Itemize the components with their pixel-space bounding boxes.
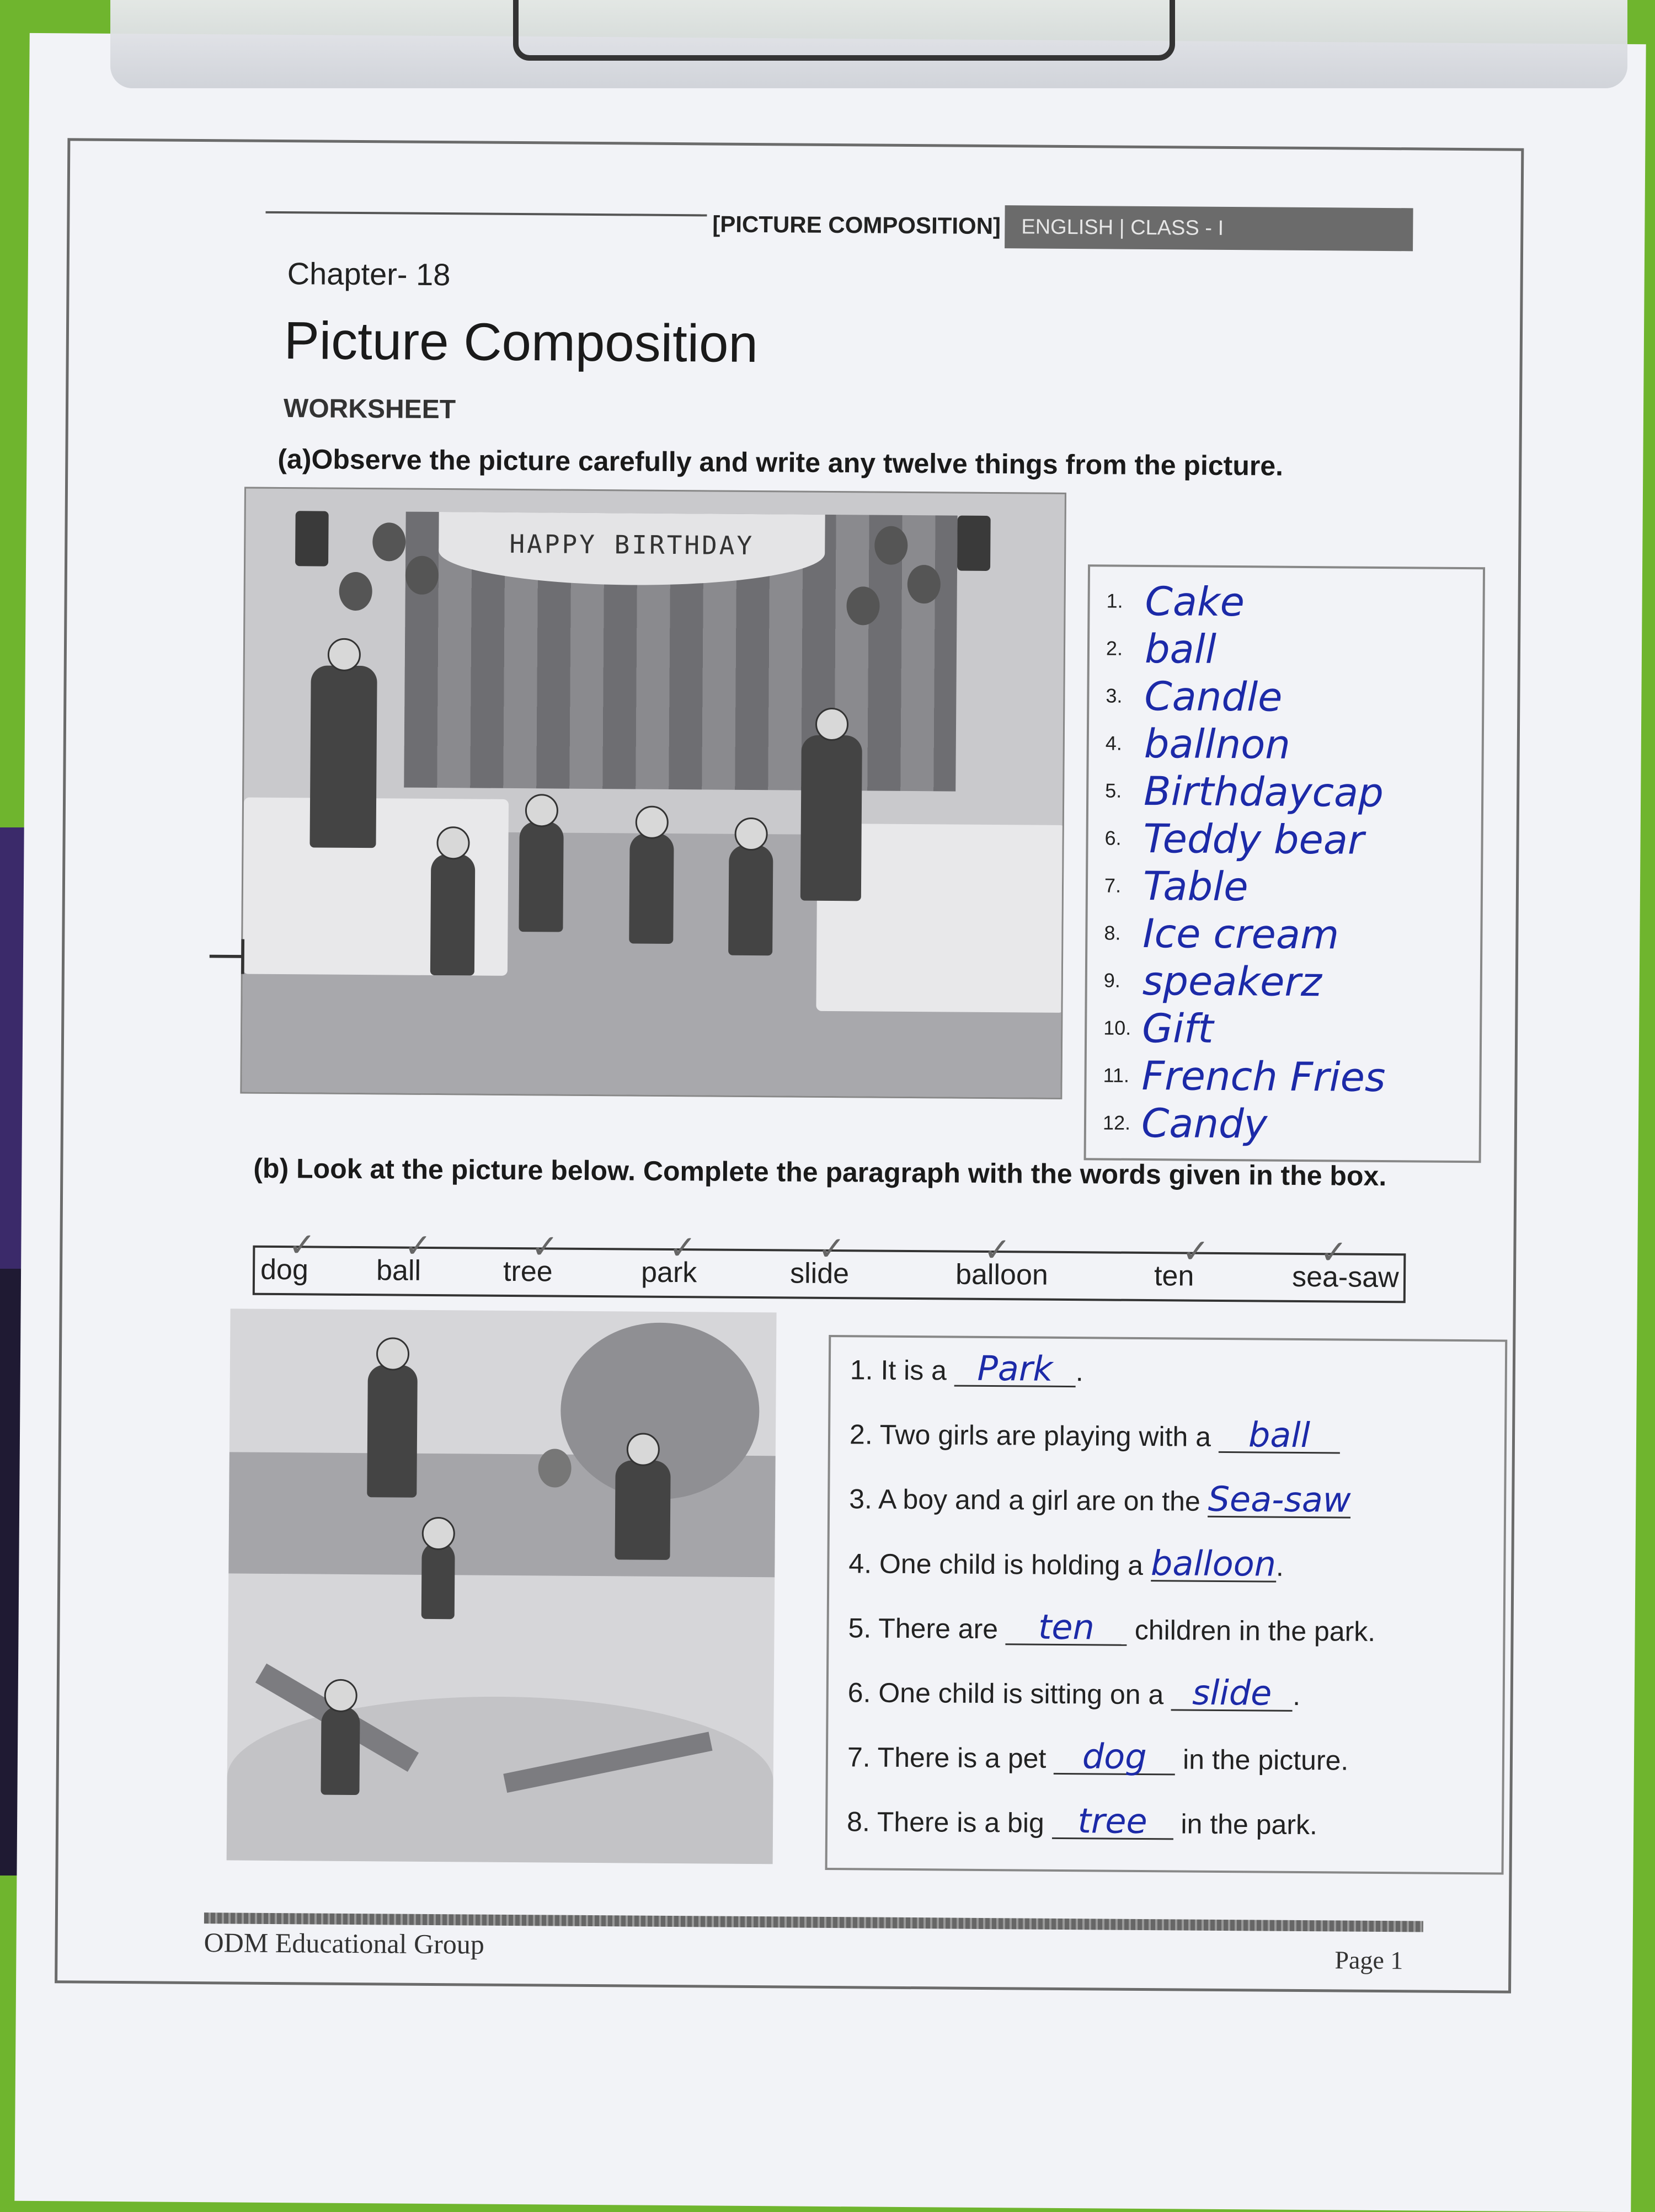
speaker-icon [957, 516, 991, 571]
checkmark-icon: ✓ [404, 1227, 432, 1265]
answer-number: 3. [1106, 684, 1144, 707]
balloon-icon [339, 572, 372, 611]
fill-blank-answer: ten [1006, 1610, 1127, 1646]
person-head [376, 1337, 409, 1370]
page-title: Picture Composition [284, 311, 758, 375]
header-rule [265, 211, 707, 217]
handwritten-answer: ballnon [1144, 720, 1291, 768]
handwritten-answer: Birthdaycap [1144, 768, 1384, 816]
sentence-text: 5. There are [848, 1612, 1006, 1644]
word-option: park [641, 1256, 697, 1290]
sentence-row [847, 1803, 1317, 1841]
answer-number: 2. [1106, 637, 1145, 660]
person-head [815, 708, 848, 741]
answer-row [1105, 767, 1384, 816]
answer-number: 1. [1106, 589, 1145, 612]
answer-row [1103, 1005, 1214, 1052]
park-ground [227, 1695, 774, 1864]
footer-publisher: ODM Educational Group [204, 1926, 484, 1960]
fill-blank-answer: Park [954, 1352, 1076, 1388]
fill-blank-answer: dog [1054, 1740, 1175, 1776]
fill-blank-answer: tree [1051, 1804, 1173, 1840]
adult-figure [615, 1460, 670, 1560]
clipboard-clip [513, 0, 1175, 61]
balloon-icon [907, 565, 941, 603]
child-figure [430, 854, 476, 976]
checkmark-icon: ✓ [288, 1226, 316, 1264]
child-figure [519, 821, 563, 932]
fill-blank-answer: balloon [1151, 1547, 1276, 1583]
sentence-text: . [1076, 1356, 1083, 1387]
sentence-text: 7. There is a pet [847, 1741, 1054, 1774]
margin-mark-icon: ⊣ [205, 928, 249, 986]
balloon-icon [874, 526, 907, 565]
handwritten-answer: ball [1145, 626, 1216, 672]
answer-row [1106, 672, 1283, 720]
answer-row [1104, 862, 1248, 910]
sentence-row [847, 1738, 1349, 1776]
child-figure [321, 1707, 360, 1795]
checkmark-icon: ✓ [669, 1228, 697, 1267]
balloon-icon [538, 1449, 571, 1487]
handwritten-answer: Candy [1141, 1100, 1268, 1147]
worksheet-label: WORKSHEET [284, 393, 456, 425]
header-title: [PICTURE COMPOSITION] [707, 206, 1006, 244]
word-option: ball [376, 1254, 421, 1287]
word-option: sea-saw [1292, 1260, 1399, 1294]
sentence-text: 1. It is a [850, 1354, 954, 1386]
handwritten-answer: Cake [1145, 578, 1245, 625]
checkmark-icon: ✓ [1182, 1232, 1210, 1270]
answers-box-b [825, 1335, 1508, 1875]
person-head [328, 638, 361, 671]
person-head [436, 826, 469, 859]
answer-row [1103, 1052, 1385, 1101]
word-box [253, 1246, 1406, 1303]
person-head [324, 1679, 357, 1712]
sentence-text: . [1276, 1551, 1284, 1582]
word-option: balloon [955, 1258, 1048, 1292]
handwritten-answer: Table [1143, 863, 1248, 910]
handwritten-answer: Teddy bear [1143, 815, 1364, 863]
sentence-text: 8. There is a big [847, 1806, 1052, 1839]
question-a: (a)Observe the picture carefully and write any twelve things from the picture. [277, 443, 1283, 482]
answer-number: 7. [1104, 874, 1143, 897]
answer-number: 6. [1104, 826, 1143, 849]
handwritten-answer: speakerz [1143, 958, 1322, 1005]
person-head [422, 1517, 455, 1550]
chapter-label: Chapter- 18 [287, 255, 450, 292]
handwritten-answer: Ice cream [1143, 910, 1339, 958]
person-head [636, 806, 669, 839]
answer-row [1103, 1099, 1268, 1147]
fill-blank-answer: slide [1171, 1676, 1293, 1712]
child-figure [728, 845, 773, 956]
child-figure [629, 833, 674, 944]
sentence-text: children in the park. [1127, 1615, 1376, 1647]
adult-figure [309, 665, 377, 848]
handwritten-answer: Gift [1142, 1005, 1214, 1052]
answer-row [1104, 815, 1364, 863]
sentence-text: 2. Two girls are playing with a [850, 1419, 1219, 1452]
answer-row [1106, 625, 1216, 672]
balloon-icon [405, 556, 439, 595]
word-option: dog [260, 1253, 308, 1287]
balloon-icon [372, 522, 405, 561]
adult-figure [800, 735, 862, 901]
balloon-icon [846, 586, 879, 625]
footer-page-number: Page 1 [1334, 1945, 1403, 1975]
sentence-row [849, 1480, 1351, 1518]
fill-blank-answer: Sea-saw [1208, 1483, 1350, 1519]
answer-row [1106, 578, 1245, 626]
answer-number: 10. [1103, 1016, 1142, 1039]
sentence-text: . [1293, 1680, 1300, 1711]
answer-number: 12. [1103, 1111, 1141, 1134]
sentence-text: 6. One child is sitting on a [848, 1677, 1172, 1710]
sentence-row [848, 1609, 1375, 1648]
sentence-text: in the park. [1173, 1808, 1317, 1840]
sentence-row [850, 1415, 1340, 1454]
speaker-icon [295, 511, 329, 566]
sentence-text: 3. A boy and a girl are on the [849, 1483, 1208, 1517]
word-option: ten [1154, 1259, 1194, 1293]
sentence-row [848, 1545, 1284, 1583]
fill-blank-answer: ball [1219, 1418, 1340, 1454]
word-option: slide [790, 1257, 849, 1290]
answers-box-a [1084, 564, 1486, 1163]
birthday-party-illustration [240, 487, 1066, 1099]
worksheet-paper [14, 33, 1646, 2212]
child-figure [421, 1542, 455, 1619]
checkmark-icon: ✓ [531, 1227, 559, 1266]
sentence-row [850, 1351, 1083, 1387]
person-head [734, 818, 767, 851]
answer-row [1104, 957, 1322, 1006]
sentence-text: 4. One child is holding a [848, 1548, 1151, 1581]
answer-number: 4. [1106, 731, 1144, 755]
handwritten-answer: Candle [1144, 673, 1283, 720]
answer-number: 8. [1104, 921, 1143, 944]
header-subject-band: ENGLISH | CLASS - I [1005, 205, 1413, 251]
checkmark-icon: ✓ [1320, 1233, 1348, 1271]
word-option: tree [503, 1255, 553, 1289]
person-head [525, 794, 558, 827]
person-head [627, 1433, 660, 1466]
checkmark-icon: ✓ [818, 1230, 846, 1268]
sentence-row [848, 1674, 1301, 1712]
answer-number: 5. [1105, 779, 1144, 802]
banner-text: HAPPY BIRTHDAY [439, 528, 825, 561]
answer-number: 11. [1103, 1064, 1141, 1087]
adult-figure [367, 1365, 418, 1498]
checkmark-icon: ✓ [983, 1231, 1011, 1269]
answer-number: 9. [1104, 969, 1143, 992]
handwritten-answer: French Fries [1141, 1052, 1385, 1100]
park-illustration [227, 1308, 777, 1864]
question-b: (b) Look at the picture below. Complete the paragraph with the words given in the box. [253, 1149, 1412, 1196]
answer-row [1104, 910, 1339, 958]
answer-row [1106, 720, 1291, 768]
sentence-text: in the picture. [1175, 1744, 1348, 1776]
